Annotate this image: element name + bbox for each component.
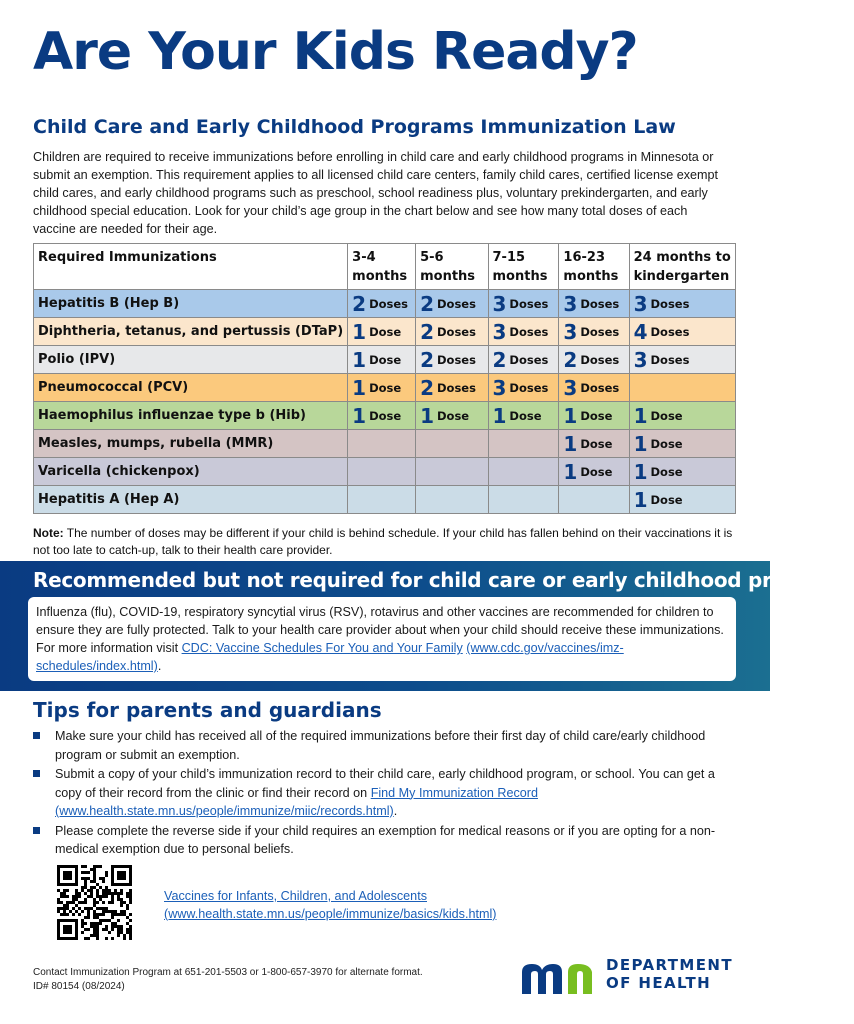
footer-id: ID# 80154 (08/2024) xyxy=(33,981,125,992)
recommended-end: . xyxy=(157,659,162,673)
dose-count: 2 xyxy=(352,291,367,316)
dose-unit: Doses xyxy=(580,324,620,339)
dose-count: 1 xyxy=(352,319,367,344)
tip-text: Please complete the reverse side if your child requires an exemption for medical reasons or if you are opting for a non-medical exemption due to personal beliefs. xyxy=(55,823,716,856)
department-of-health-wordmark xyxy=(606,956,733,992)
vaccines-for-kids-url-link[interactable]: (www.health.state.mn.us/people/immunize/basics/kids.html) xyxy=(164,907,497,921)
logo-line-2: OF HEALTH xyxy=(606,974,712,992)
bullet-icon xyxy=(33,770,40,777)
dose-unit: Dose xyxy=(369,380,402,395)
dose-cell xyxy=(559,458,629,486)
vaccine-name: Polio (IPV) xyxy=(34,346,348,374)
recommended-box xyxy=(28,597,736,681)
table-row xyxy=(34,374,736,402)
dose-cell xyxy=(348,402,416,430)
header-3-4-months: 3-4 months xyxy=(348,244,416,290)
dose-count: 1 xyxy=(352,347,367,372)
page-title: Are Your Kids Ready? xyxy=(33,22,638,82)
dose-cell xyxy=(629,458,735,486)
dose-cell xyxy=(629,318,735,346)
dose-unit: Dose xyxy=(580,408,613,423)
tip-text: Submit a copy of your child’s immunization record to their child care, early childhood program, or school. You can get a copy of their record from the clinic or find their record on xyxy=(55,767,715,800)
resource-links xyxy=(164,887,496,923)
dose-count: 1 xyxy=(563,459,578,484)
dose-cell xyxy=(559,430,629,458)
dose-cell xyxy=(348,290,416,318)
tip-item xyxy=(33,727,733,764)
tip-text: Make sure your child has received all of the required immunizations before their first day of child care/early childhood program or submit an exemption. xyxy=(55,729,706,762)
dose-unit: Dose xyxy=(580,436,613,451)
dose-count: 1 xyxy=(633,487,648,512)
tips-title: Tips for parents and guardians xyxy=(33,698,382,722)
dose-unit: Doses xyxy=(437,380,476,395)
dose-count: 2 xyxy=(420,319,435,344)
vaccine-name: Haemophilus influenzae type b (Hib) xyxy=(34,402,348,430)
dose-count: 2 xyxy=(563,347,578,372)
tip-item xyxy=(33,822,733,859)
dose-unit: Doses xyxy=(580,296,620,311)
dose-unit: Dose xyxy=(650,436,683,451)
dose-count: 1 xyxy=(563,403,578,428)
dose-count: 3 xyxy=(492,319,507,344)
dose-unit: Doses xyxy=(509,296,549,311)
header-24-months-to-kindergarten: 24 months to kindergarten xyxy=(629,244,735,290)
dose-unit: Doses xyxy=(580,352,620,367)
table-row xyxy=(34,346,736,374)
dose-unit: Dose xyxy=(437,408,470,423)
vaccine-name: Hepatitis B (Hep B) xyxy=(34,290,348,318)
dose-count: 3 xyxy=(563,319,578,344)
dose-unit: Doses xyxy=(650,324,690,339)
dose-cell xyxy=(629,486,735,514)
table-header-row xyxy=(34,244,736,290)
vaccine-name: Diphtheria, tetanus, and pertussis (DTaP) xyxy=(34,318,348,346)
dose-cell xyxy=(416,346,488,374)
dose-cell xyxy=(348,458,416,486)
recommended-title: Recommended but not required for child care or early childhood programs xyxy=(33,568,854,592)
dose-cell xyxy=(559,290,629,318)
table-row xyxy=(34,318,736,346)
dose-count: 3 xyxy=(633,291,648,316)
vaccine-name: Measles, mumps, rubella (MMR) xyxy=(34,430,348,458)
dose-unit: Doses xyxy=(509,352,549,367)
dose-cell xyxy=(559,402,629,430)
dose-cell xyxy=(348,318,416,346)
dose-unit: Dose xyxy=(650,464,683,479)
vaccine-name: Varicella (chickenpox) xyxy=(34,458,348,486)
vaccine-name: Hepatitis A (Hep A) xyxy=(34,486,348,514)
dose-cell xyxy=(559,346,629,374)
tips-list xyxy=(33,727,733,860)
dose-cell xyxy=(629,346,735,374)
dose-unit: Doses xyxy=(437,352,476,367)
dose-cell xyxy=(416,318,488,346)
table-row xyxy=(34,486,736,514)
dose-count: 1 xyxy=(633,459,648,484)
dose-unit: Doses xyxy=(437,296,476,311)
dose-count: 4 xyxy=(633,319,648,344)
dose-count: 1 xyxy=(563,431,578,456)
dose-unit: Doses xyxy=(509,380,549,395)
dose-unit: Doses xyxy=(509,324,549,339)
dose-count: 2 xyxy=(420,291,435,316)
dose-unit: Dose xyxy=(369,324,402,339)
dose-count: 2 xyxy=(420,375,435,400)
dose-cell xyxy=(559,318,629,346)
dose-cell xyxy=(416,430,488,458)
dose-unit: Doses xyxy=(650,352,690,367)
header-required-immunizations: Required Immunizations xyxy=(34,244,348,290)
bullet-icon xyxy=(33,732,40,739)
immunization-table xyxy=(33,243,736,514)
dose-cell xyxy=(416,290,488,318)
note-paragraph xyxy=(33,525,738,559)
dose-count: 2 xyxy=(492,347,507,372)
dose-count: 3 xyxy=(492,291,507,316)
dose-cell xyxy=(348,346,416,374)
dose-count: 1 xyxy=(633,431,648,456)
cdc-schedule-url-link[interactable]: (www.cdc.gov/vaccines/imz-schedules/index.html) xyxy=(36,641,624,673)
intro-paragraph: Children are required to receive immunizations before enrolling in child care and early childhood programs in Minnesota or submit an exemption. This requirement applies to all licensed child care centers, family child cares, certified license exempt child cares, and early childhood programs such as preschool, school readiness plus, voluntary prekindergarten, and early childhood special education. Look for your child’s age group in the chart below and see how many total doses of each vaccine are needed for their age. xyxy=(33,150,719,236)
dose-cell xyxy=(488,430,559,458)
dose-cell xyxy=(488,318,559,346)
note-label: Note: xyxy=(33,526,64,540)
header-16-23-months: 16-23 months xyxy=(559,244,629,290)
vaccine-name: Pneumococcal (PCV) xyxy=(34,374,348,402)
dose-cell xyxy=(629,402,735,430)
dose-cell xyxy=(629,430,735,458)
dose-count: 3 xyxy=(563,375,578,400)
dose-cell xyxy=(416,402,488,430)
dose-unit: Dose xyxy=(369,352,402,367)
header-7-15-months: 7-15 months xyxy=(488,244,559,290)
dose-cell xyxy=(416,458,488,486)
footer xyxy=(33,966,423,994)
dose-unit: Dose xyxy=(580,464,613,479)
dose-count: 1 xyxy=(352,403,367,428)
dose-cell xyxy=(488,458,559,486)
recommended-text: Influenza (flu), COVID-19, respiratory syncytial virus (RSV), rotavirus and other vaccines are recommended for children to ensure they are fully protected. Talk to your health care provider about when your child should receive these immunizations. For more information visit xyxy=(36,605,724,655)
dose-cell xyxy=(629,290,735,318)
header-5-6-months: 5-6 months xyxy=(416,244,488,290)
vaccines-for-kids-link[interactable]: Vaccines for Infants, Children, and Adolescents xyxy=(164,889,427,903)
dose-unit: Doses xyxy=(650,296,690,311)
dose-count: 1 xyxy=(420,403,435,428)
footer-contact: Contact Immunization Program at 651-201-5503 or 1-800-657-3970 for alternate format. xyxy=(33,967,423,978)
dose-cell xyxy=(488,486,559,514)
dose-cell xyxy=(559,374,629,402)
dose-count: 3 xyxy=(492,375,507,400)
dose-unit: Dose xyxy=(509,408,542,423)
table-row xyxy=(34,290,736,318)
dose-count: 3 xyxy=(633,347,648,372)
dose-unit: Doses xyxy=(580,380,620,395)
dose-cell xyxy=(488,402,559,430)
note-text: The number of doses may be different if your child is behind schedule. If your child has fallen behind on their vaccinations it is not too late to catch-up, talk to their health care provider. xyxy=(33,526,733,557)
bullet-icon xyxy=(33,827,40,834)
dose-cell xyxy=(488,290,559,318)
dose-cell xyxy=(559,486,629,514)
dose-unit: Doses xyxy=(437,324,476,339)
dose-count: 3 xyxy=(563,291,578,316)
dose-cell xyxy=(488,374,559,402)
dose-count: 1 xyxy=(492,403,507,428)
table-row xyxy=(34,430,736,458)
miic-records-url-link[interactable]: (www.health.state.mn.us/people/immunize/miic/records.html) xyxy=(55,804,394,818)
tip-end: . xyxy=(393,804,398,818)
table-row xyxy=(34,458,736,486)
dose-cell xyxy=(348,374,416,402)
dose-cell xyxy=(348,486,416,514)
dose-count: 2 xyxy=(420,347,435,372)
table-row xyxy=(34,402,736,430)
dose-unit: Dose xyxy=(650,408,683,423)
find-immunization-record-link[interactable]: Find My Immunization Record xyxy=(370,785,538,800)
dose-unit: Doses xyxy=(369,296,409,311)
page-subtitle: Child Care and Early Childhood Programs Immunization Law xyxy=(33,116,676,138)
dose-cell xyxy=(488,346,559,374)
logo-line-1: DEPARTMENT xyxy=(606,956,733,974)
dose-count: 1 xyxy=(352,375,367,400)
dose-unit: Dose xyxy=(369,408,402,423)
dose-cell xyxy=(629,374,735,402)
dose-count: 1 xyxy=(633,403,648,428)
tip-item xyxy=(33,765,733,821)
qr-code-icon xyxy=(57,865,132,940)
dose-cell xyxy=(416,374,488,402)
cdc-schedule-link[interactable]: CDC: Vaccine Schedules For You and Your Family xyxy=(181,641,463,655)
dose-cell xyxy=(416,486,488,514)
dose-unit: Dose xyxy=(650,492,683,507)
dose-cell xyxy=(348,430,416,458)
